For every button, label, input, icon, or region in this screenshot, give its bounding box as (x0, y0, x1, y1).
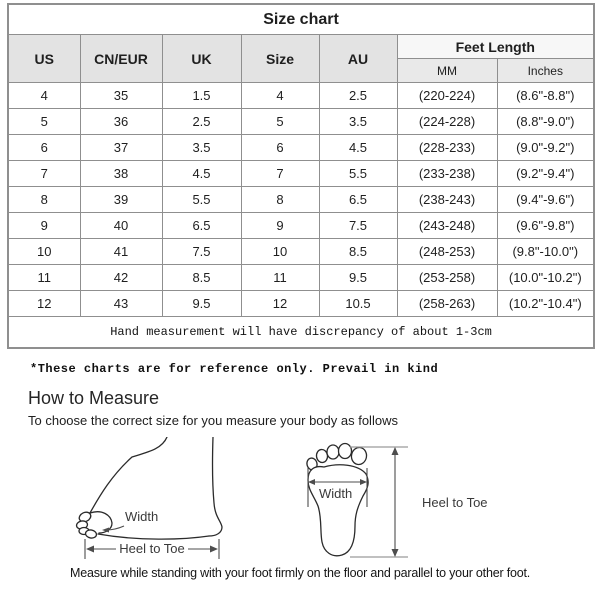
heel-to-toe-label: Heel to Toe (119, 541, 185, 556)
cell: (224-228) (397, 109, 497, 135)
cell: 5 (8, 109, 80, 135)
table-row (8, 83, 594, 109)
cell: 9 (241, 213, 319, 239)
foot-top-view-diagram (300, 438, 495, 566)
col-header-cn-eur: CN/EUR (80, 35, 162, 83)
col-header-us: US (8, 35, 80, 83)
cell: 5.5 (162, 187, 241, 213)
col-header-inches: Inches (497, 59, 594, 83)
cell: 10 (8, 239, 80, 265)
how-to-measure-heading: How to Measure (28, 388, 160, 408)
cell: 4.5 (319, 135, 397, 161)
cell: 43 (80, 291, 162, 317)
cell: 1.5 (162, 83, 241, 109)
foot-side-view-diagram (72, 437, 242, 565)
cell: 4 (241, 83, 319, 109)
measure-caption: Measure while standing with your foot firmly on the floor and parallel to your other foot. (69, 566, 531, 580)
table-row (8, 109, 594, 135)
toe-icon (350, 446, 368, 465)
cell: 3.5 (319, 109, 397, 135)
cell: 5 (241, 109, 319, 135)
table-row (8, 135, 594, 161)
arrowhead-icon (392, 549, 399, 557)
col-header-size: Size (241, 35, 319, 83)
cell: (9.2"-9.4") (497, 161, 594, 187)
cell: 8 (241, 187, 319, 213)
toe-icon (85, 529, 97, 539)
cell: 7.5 (319, 213, 397, 239)
cell: (243-248) (397, 213, 497, 239)
cell: 35 (80, 83, 162, 109)
col-header-feet-length: Feet Length (397, 35, 594, 59)
heel-to-toe-label: Heel to Toe (422, 495, 488, 510)
cell: 10.5 (319, 291, 397, 317)
cell: (8.8"-9.0") (497, 109, 594, 135)
cell: 3.5 (162, 135, 241, 161)
cell: 4 (8, 83, 80, 109)
size-chart-table (7, 3, 595, 349)
table-row (8, 291, 594, 317)
size-table-body (8, 83, 594, 317)
col-header-uk: UK (162, 35, 241, 83)
cell: (9.6"-9.8") (497, 213, 594, 239)
cell: (10.0"-10.2") (497, 265, 594, 291)
col-header-mm: MM (397, 59, 497, 83)
cell: (238-243) (397, 187, 497, 213)
cell: (10.2"-10.4") (497, 291, 594, 317)
cell: 6.5 (162, 213, 241, 239)
cell: 6 (241, 135, 319, 161)
cell: 11 (241, 265, 319, 291)
cell: 2.5 (319, 83, 397, 109)
cell: (258-263) (397, 291, 497, 317)
cell: 42 (80, 265, 162, 291)
cell: 4.5 (162, 161, 241, 187)
cell: 11 (8, 265, 80, 291)
cell: (228-233) (397, 135, 497, 161)
arrowhead-icon (86, 546, 94, 553)
toe-icon (339, 444, 352, 459)
how-to-measure-intro: To choose the correct size for you measure your body as follows (28, 413, 398, 428)
cell: 2.5 (162, 109, 241, 135)
foot-heel-outline (209, 437, 222, 536)
table-footnote-row (8, 317, 594, 349)
cell: 7 (241, 161, 319, 187)
arrowhead-icon (392, 447, 399, 455)
cell: 8 (8, 187, 80, 213)
cell: (9.4"-9.6") (497, 187, 594, 213)
header-row-1 (8, 35, 594, 59)
cell: 12 (241, 291, 319, 317)
cell: 41 (80, 239, 162, 265)
cell: (220-224) (397, 83, 497, 109)
table-footnote: Hand measurement will have discrepancy of about 1-3cm (8, 317, 594, 349)
table-title: Size chart (8, 4, 594, 35)
table-row (8, 213, 594, 239)
col-header-au: AU (319, 35, 397, 83)
reference-note: *These charts are for reference only. Prevail in kind (30, 362, 439, 376)
cell: 9.5 (319, 265, 397, 291)
table-row (8, 239, 594, 265)
cell: (9.0"-9.2") (497, 135, 594, 161)
cell: 7.5 (162, 239, 241, 265)
cell: 12 (8, 291, 80, 317)
width-label: Width (125, 509, 159, 524)
cell: 39 (80, 187, 162, 213)
cell: 7 (8, 161, 80, 187)
cell: 37 (80, 135, 162, 161)
cell: 6.5 (319, 187, 397, 213)
cell: 8.5 (319, 239, 397, 265)
arrowhead-icon (210, 546, 218, 553)
cell: 40 (80, 213, 162, 239)
table-row (8, 161, 594, 187)
table-title-row (8, 4, 594, 35)
cell: (253-258) (397, 265, 497, 291)
toe-icon (327, 445, 339, 459)
table-row (8, 265, 594, 291)
cell: 6 (8, 135, 80, 161)
foot-sole-outline (308, 465, 368, 556)
cell: 8.5 (162, 265, 241, 291)
foot-top-outline (90, 437, 167, 513)
cell: 5.5 (319, 161, 397, 187)
foot-sole-outline (98, 534, 209, 539)
cell: (9.8"-10.0") (497, 239, 594, 265)
width-label: Width (319, 486, 353, 501)
cell: 38 (80, 161, 162, 187)
cell: 9.5 (162, 291, 241, 317)
cell: 10 (241, 239, 319, 265)
table-row (8, 187, 594, 213)
cell: 36 (80, 109, 162, 135)
cell: (248-253) (397, 239, 497, 265)
cell: 9 (8, 213, 80, 239)
cell: (233-238) (397, 161, 497, 187)
cell: (8.6"-8.8") (497, 83, 594, 109)
